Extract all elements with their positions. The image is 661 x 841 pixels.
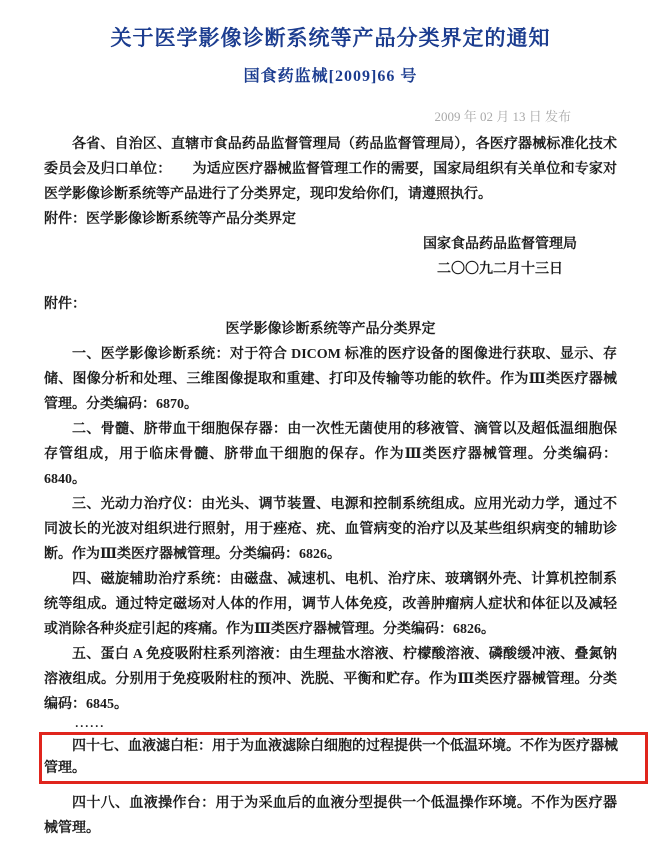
signature-block bbox=[423, 232, 577, 282]
attachment-reference-line: 附件：医学影像诊断系统等产品分类界定 bbox=[44, 212, 296, 227]
classification-item-3: 三、光动力治疗仪：由光头、调节装置、电源和控制系统组成。应用光动力学，通过不同波长的光波对组织进行照射，用于痤疮、疣、血管病变的治疗以及某些组织病变的辅助诊断。作为Ⅲ类医疗器械管理。分类编码：6826。 bbox=[44, 497, 617, 562]
attachment-heading: 医学影像诊断系统等产品分类界定 bbox=[225, 322, 436, 337]
attachment-label: 附件： bbox=[44, 297, 86, 312]
classification-item-5: 五、蛋白 A 免疫吸附柱系列溶液：由生理盐水溶液、柠檬酸溶液、磷酸缓冲液、叠氮钠溶液组成。分别用于免疫吸附柱的预冲、洗脱、平衡和贮存。作为Ⅲ类医疗器械管理。分类编码：6845。 bbox=[44, 647, 617, 712]
document-number: 国食药监械[2009]66 号 bbox=[243, 68, 418, 85]
signature-organization: 国家食品药品监督管理局 bbox=[423, 237, 577, 252]
classification-item-1: 一、医学影像诊断系统：对于符合 DICOM 标准的医疗设备的图像进行获取、显示、存储、图像分析和处理、三维图像提取和重建、打印及传输等功能的软件。作为Ⅲ类医疗器械管理。分类编码：6870。 bbox=[44, 347, 617, 412]
classification-item-48: 四十八、血液操作台：用于为采血后的血液分型提供一个低温操作环境。不作为医疗器械管理。 bbox=[44, 796, 617, 836]
classification-item-2: 二、骨髓、脐带血干细胞保存器：由一次性无菌使用的移液管、滴管以及超低温细胞保存管组成，用于临床骨髓、脐带血干细胞的保存。作为Ⅲ类医疗器械管理。分类编码：6840。 bbox=[44, 422, 617, 487]
highlight-annotation-box bbox=[39, 732, 648, 784]
document-title: 关于医学影像诊断系统等产品分类界定的通知 bbox=[110, 26, 551, 50]
omitted-items-ellipsis: ...... bbox=[75, 716, 106, 730]
publish-date: 2009 年 02 月 13 日 发布 bbox=[434, 109, 571, 124]
signature-date: 二〇〇九二月十三日 bbox=[437, 262, 563, 277]
classification-item-47-highlighted: 四十七、血液滤白柜：用于为血液滤除白细胞的过程提供一个低温环境。不作为医疗器械管理。 bbox=[44, 739, 618, 776]
notice-body-paragraph: 各省、自治区、直辖市食品药品监督管理局（药品监督管理局），各医疗器械标准化技术委员会及归口单位： 为适应医疗器械监督管理工作的需要，国家局组织有关单位和专家对医学影像诊断系统等产品进行了分类界定，现印发给你们，请遵照执行。 bbox=[44, 137, 617, 202]
classification-item-4: 四、磁旋辅助治疗系统：由磁盘、减速机、电机、治疗床、玻璃钢外壳、计算机控制系统等组成。通过特定磁场对人体的作用，调节人体免疫，改善肿瘤病人症状和体征以及减轻或消除各种炎症引起的疼痛。作为Ⅲ类医疗器械管理。分类编码：6826。 bbox=[44, 572, 617, 637]
